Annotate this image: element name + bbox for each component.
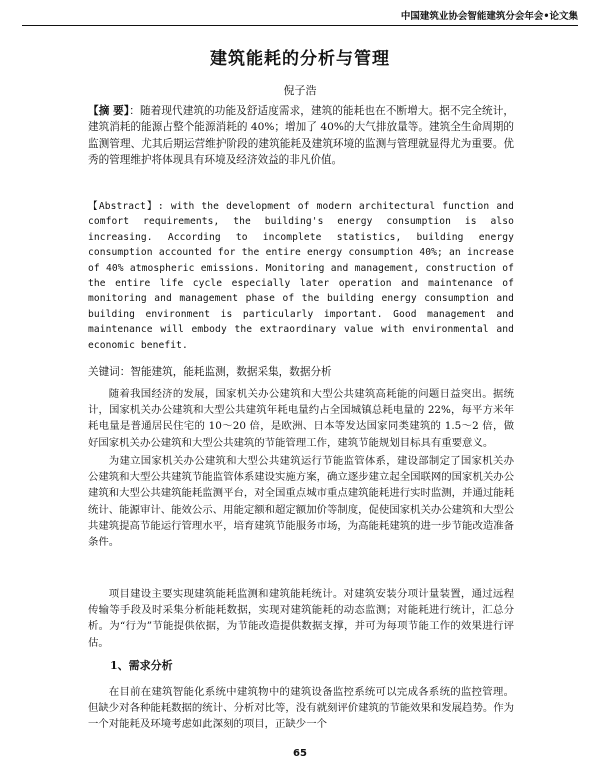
page-number: 65: [293, 748, 307, 759]
paper-title: 建筑能耗的分析与管理: [210, 49, 390, 69]
body-paragraph-4: 在目前在建筑智能化系统中建筑物中的建筑设备监控系统可以完成各系统的监控管理。但缺少对各种能耗数据的统计、分析对比等，没有就刻评价建筑的节能效果和发展趋势。作为一个对能耗及环境考虑如此深刻的项目，正缺少一个: [88, 686, 515, 731]
running-header: 中国建筑业协会智能建筑分会年会•论文集: [22, 8, 578, 26]
author-name: 倪子浩: [283, 84, 317, 97]
abstract-en-label: 【Abstract】: [88, 201, 158, 212]
abstract-english: [88, 199, 514, 353]
body-paragraph-1: 随着我国经济的发展，国家机关办公建筑和大型公共建筑高耗能的问题日益突出。据统计，国家机关办公建筑和大型公共建筑年耗电量约占全国城镇总耗电量的 22%，每平方米年耗电量是普通居民住宅的 10～20 倍，是欧洲、日本等发达国家同类建筑的 1.5～2 倍，做好国家机关办公建筑和大型公共建筑的节能管理工作，建筑节能规划目标具有重要意义。: [88, 388, 514, 449]
abstract-chinese: [88, 103, 514, 168]
body-paragraph-2: 为建立国家机关办公建筑和大型公共建筑运行节能监管体系，建设部制定了国家机关办公建筑和大型公共建筑节能监管体系建设实施方案，确立逐步建立起全国联网的国家机关办公建筑和大型公共建筑能耗监测平台，对全国重点城市重点建筑能耗进行实时监测，并通过能耗统计、能源审计、能效公示、用能定额和超定额加价等制度，促使国家机关办公建筑和大型公共建筑提高节能运行管理水平，培育建筑节能服务市场，为高能耗建筑的进一步节能改造准备条件。: [88, 455, 515, 549]
abstract-en-text: : with the development of modern architectural function and comfort requirements, the building's energy consumption is also increasing. According to incomplete statistics, building energy consumption accounted for the entire energy consumption 40%; an increase of 40% atmospheric emissions. Monitoring and management, construction of the entire life cycle especially later operation and maintenance of monitoring and management phase of the building energy consumption and building environment is particularly important. Good management and maintenance will embody the extraordinary value with environmental and economic benefit.: [88, 201, 514, 351]
abstract-cn-label: 【摘 要】: [88, 105, 130, 117]
body-paragraph-3: 项目建设主要实现建筑能耗监测和建筑能耗统计。对建筑安装分项计量装置，通过远程传输等手段及时采集分析能耗数据，实现对建筑能耗的动态监测；对能耗进行统计，汇总分析。为“行为”节能提供依据，为节能改造提供数据支撑，并可为每项节能工作的效果进行评估。: [88, 588, 514, 649]
keywords-label: 关键词：: [88, 366, 131, 378]
abstract-cn-text: ：随着现代建筑的功能及舒适度需求，建筑的能耗也在不断增大。据不完全统计，建筑消耗的能源占整个能源消耗的 40%；增加了 40%的大气排放量等。建筑全生命周期的监测管理、尤其后期运营维护阶段的建筑能耗及建筑环境的监测与管理就显得尤为重要。优秀的管理维护将体现具有环境及经济效益的非凡价值。: [88, 105, 514, 166]
keywords: [88, 364, 514, 380]
section-heading-requirements: 1、需求分析: [110, 659, 173, 672]
keywords-text: 智能建筑，能耗监测，数据采集，数据分析: [130, 366, 332, 378]
